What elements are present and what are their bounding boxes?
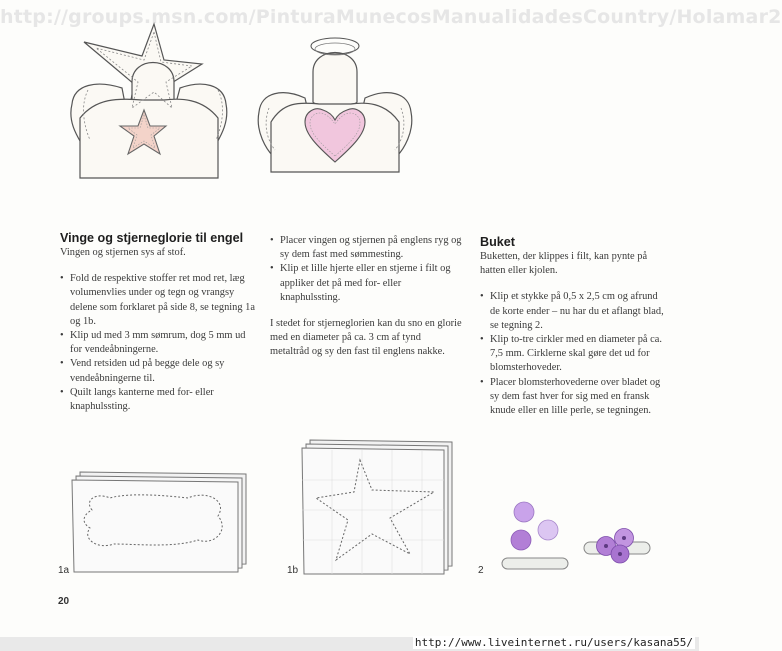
list-item: • Klip to-tre cirkler med en diameter på ca. 7,5 mm. Cirklerne skal gøre det ud for blomsterhoveder. [480,333,670,376]
column-placement-instructions [270,234,462,360]
list-item: • Vend retsiden ud på begge dele og sy vendeåbningerne til. [60,357,256,385]
watermark-bottom: http://www.liveinternet.ru/users/kasana55/ [414,636,693,649]
list-item: • Klip ud med 3 mm sømrum, dog 5 mm ud for vendeåbningerne. [60,329,256,357]
fabric-sheet [302,448,444,574]
flower-head [511,530,531,550]
angel-head [313,53,357,106]
instruction-list [60,272,256,414]
list-item: • Klip et lille hjerte eller en stjerne i filt og appliker det på med for- eller knaphulssting. [270,262,462,305]
felt-leaf [502,558,568,569]
page-number: 20 [58,596,70,607]
figure-2-felt-bouquet [496,496,660,576]
list-item: • Placer vingen og stjernen på englens ryg og sy dem fast med sømmesting. [270,234,462,262]
flower-head [538,520,558,540]
column-bouquet-instructions [480,234,670,418]
list-item: • Fold de respektive stoffer ret mod ret, læg volumenvlies under og tegn og vrangsy delene som forklaret på side 8, se tegning 1a og 1b. [60,272,256,329]
section-intro: Buketten, der klippes i filt, kan pynte på hatten eller kjolen. [480,251,648,277]
halo-alternative-paragraph: I stedet for stjerneglorien kan du sno en glorie med en diameter på ca. 3 cm af tynd metaltråd og sy den fast til englens nakke. [270,318,462,358]
section-intro: Vingen og stjernen sys af stof. [60,247,186,258]
list-item: • Placer blomsterhovederne over bladet og sy dem fast hver for sig med en fransk knude eller en lille perle, se tegningen. [480,376,670,419]
watermark-top: http://groups.msn.com/PinturaMunecosManualidadesCountry/Holamar2 [0,6,782,28]
figure-label-1b: 1b [287,565,299,576]
angel-wire-halo-illustration [255,22,420,212]
figure-label-2: 2 [478,565,484,576]
instruction-list [270,234,462,305]
section-heading: Buket [480,235,515,249]
instruction-list [480,290,670,418]
flower-head [514,502,534,522]
fabric-sheet [72,480,238,572]
list-item: • Quilt langs kanterne med for- eller knaphulssting. [60,386,256,414]
list-item: • Klip et stykke på 0,5 x 2,5 cm og afrund de korte ender – nu har du et aflangt blad, se tegning 2. [480,290,670,333]
section-heading: Vinge og stjerneglorie til engel [60,231,244,245]
column-wing-instructions [60,230,256,414]
figure-label-1a: 1a [58,565,70,576]
angel-star-halo-illustration [62,22,242,212]
figure-1b-star-pattern [302,436,454,576]
figure-1a-wing-pattern [70,464,250,574]
